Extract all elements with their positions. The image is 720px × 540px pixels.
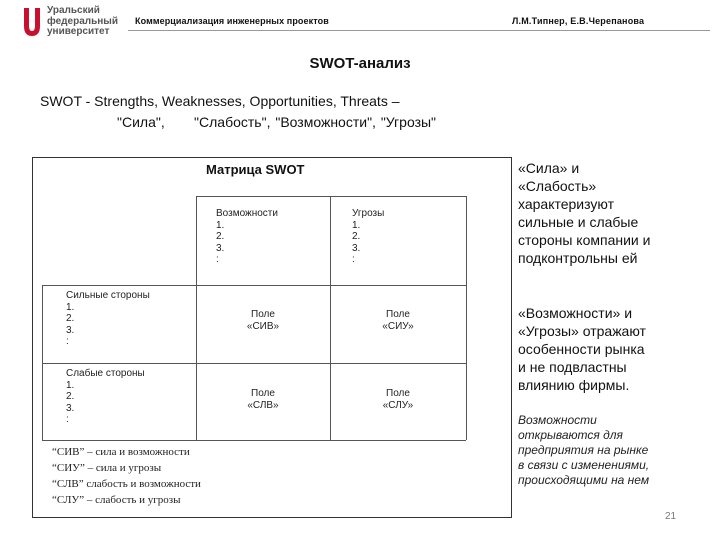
legend-item: “СИУ” – сила и угрозы [52, 462, 162, 474]
field-code: «СИУ» [382, 321, 414, 332]
field-code: «СЛВ» [247, 400, 279, 411]
field-siu [370, 309, 426, 333]
list-item: 1. [66, 301, 75, 313]
list-item: 3. [352, 242, 361, 254]
text-line: характеризуют [518, 196, 614, 212]
course-title: Коммерциализация инженерных проектов [135, 16, 329, 26]
text-line: предприятия на рынке [518, 443, 649, 457]
list-item: 2. [216, 231, 225, 242]
text-line: и не подвластны [518, 359, 627, 375]
paragraph-strengths-weaknesses [518, 159, 650, 267]
list-item: 3. [66, 324, 75, 336]
definition-line-1: SWOT - Strengths, Weaknesses, Opportunities, Threats – [40, 93, 400, 109]
list-item: 3. [66, 402, 75, 414]
list-item: 3. [216, 242, 225, 254]
slide-title: SWOT-анализ [309, 55, 411, 72]
legend-item: “СЛУ” – слабость и угрозы [52, 494, 181, 506]
list-item: : [352, 254, 355, 265]
list-item: 2. [352, 231, 361, 242]
field-code: «СЛУ» [382, 400, 414, 411]
list-item: 1. [216, 219, 225, 231]
text-line: стороны компании и [518, 232, 651, 248]
paragraph-opportunities-note [518, 413, 649, 488]
list-item: : [216, 254, 219, 265]
list-item: 1. [352, 219, 361, 231]
field-code: «СИВ» [246, 321, 280, 332]
legend-item: “СЛВ” слабость и возможности [52, 478, 201, 490]
text-line: открываются для [518, 428, 623, 442]
header-divider [128, 30, 710, 31]
matrix-title: Матрица SWOT [206, 162, 305, 177]
field-label: Поле [386, 388, 410, 399]
strengths-cell [66, 290, 150, 348]
list-item: 2. [66, 313, 75, 324]
field-slv [236, 388, 290, 412]
field-slu [370, 388, 426, 412]
university-name [47, 6, 118, 38]
list-item: 2. [66, 391, 75, 402]
threats-heading: Угрозы [352, 208, 385, 219]
text-line: влиянию фирмы. [518, 377, 630, 393]
text-line: Возможности [518, 413, 597, 427]
text-line: «Возможности» и [518, 305, 633, 321]
paragraph-opportunities-threats [518, 304, 646, 394]
list-item: : [66, 336, 69, 347]
text-line: «Слабость» [518, 178, 597, 194]
text-line: сильные и слабые [518, 214, 639, 230]
text-line: «Сила» и [518, 160, 580, 176]
text-line: особенности рынка [518, 341, 645, 357]
weaknesses-cell [66, 368, 145, 426]
definition-line-2: "Сила", "Слабость", "Возможности", "Угрозы" [117, 114, 437, 130]
opportunities-heading: Возможности [216, 208, 278, 219]
field-label: Поле [386, 309, 410, 320]
field-label: Поле [251, 388, 275, 399]
logo-line: Уральский [47, 5, 100, 16]
list-item: 1. [66, 379, 75, 391]
university-logo-icon [22, 6, 42, 38]
field-siv [236, 309, 290, 333]
legend-item: “СИВ” – сила и возможности [52, 446, 190, 458]
logo-line: федеральный [47, 15, 118, 27]
strengths-heading: Сильные стороны [66, 290, 150, 301]
page-number: 21 [665, 511, 677, 522]
threats-cell [352, 208, 384, 266]
field-label: Поле [251, 309, 275, 320]
text-line: подконтрольны ей [518, 250, 638, 266]
text-line: происходящими на нем [518, 473, 650, 487]
list-item: : [66, 414, 69, 425]
text-line: «Угрозы» отражают [518, 323, 646, 339]
text-line: в связи с изменениями, [518, 458, 650, 472]
weaknesses-heading: Слабые стороны [66, 368, 145, 379]
authors: Л.М.Типнер, Е.В.Черепанова [512, 16, 645, 26]
logo-line: университет [47, 26, 110, 37]
opportunities-cell [216, 208, 278, 266]
